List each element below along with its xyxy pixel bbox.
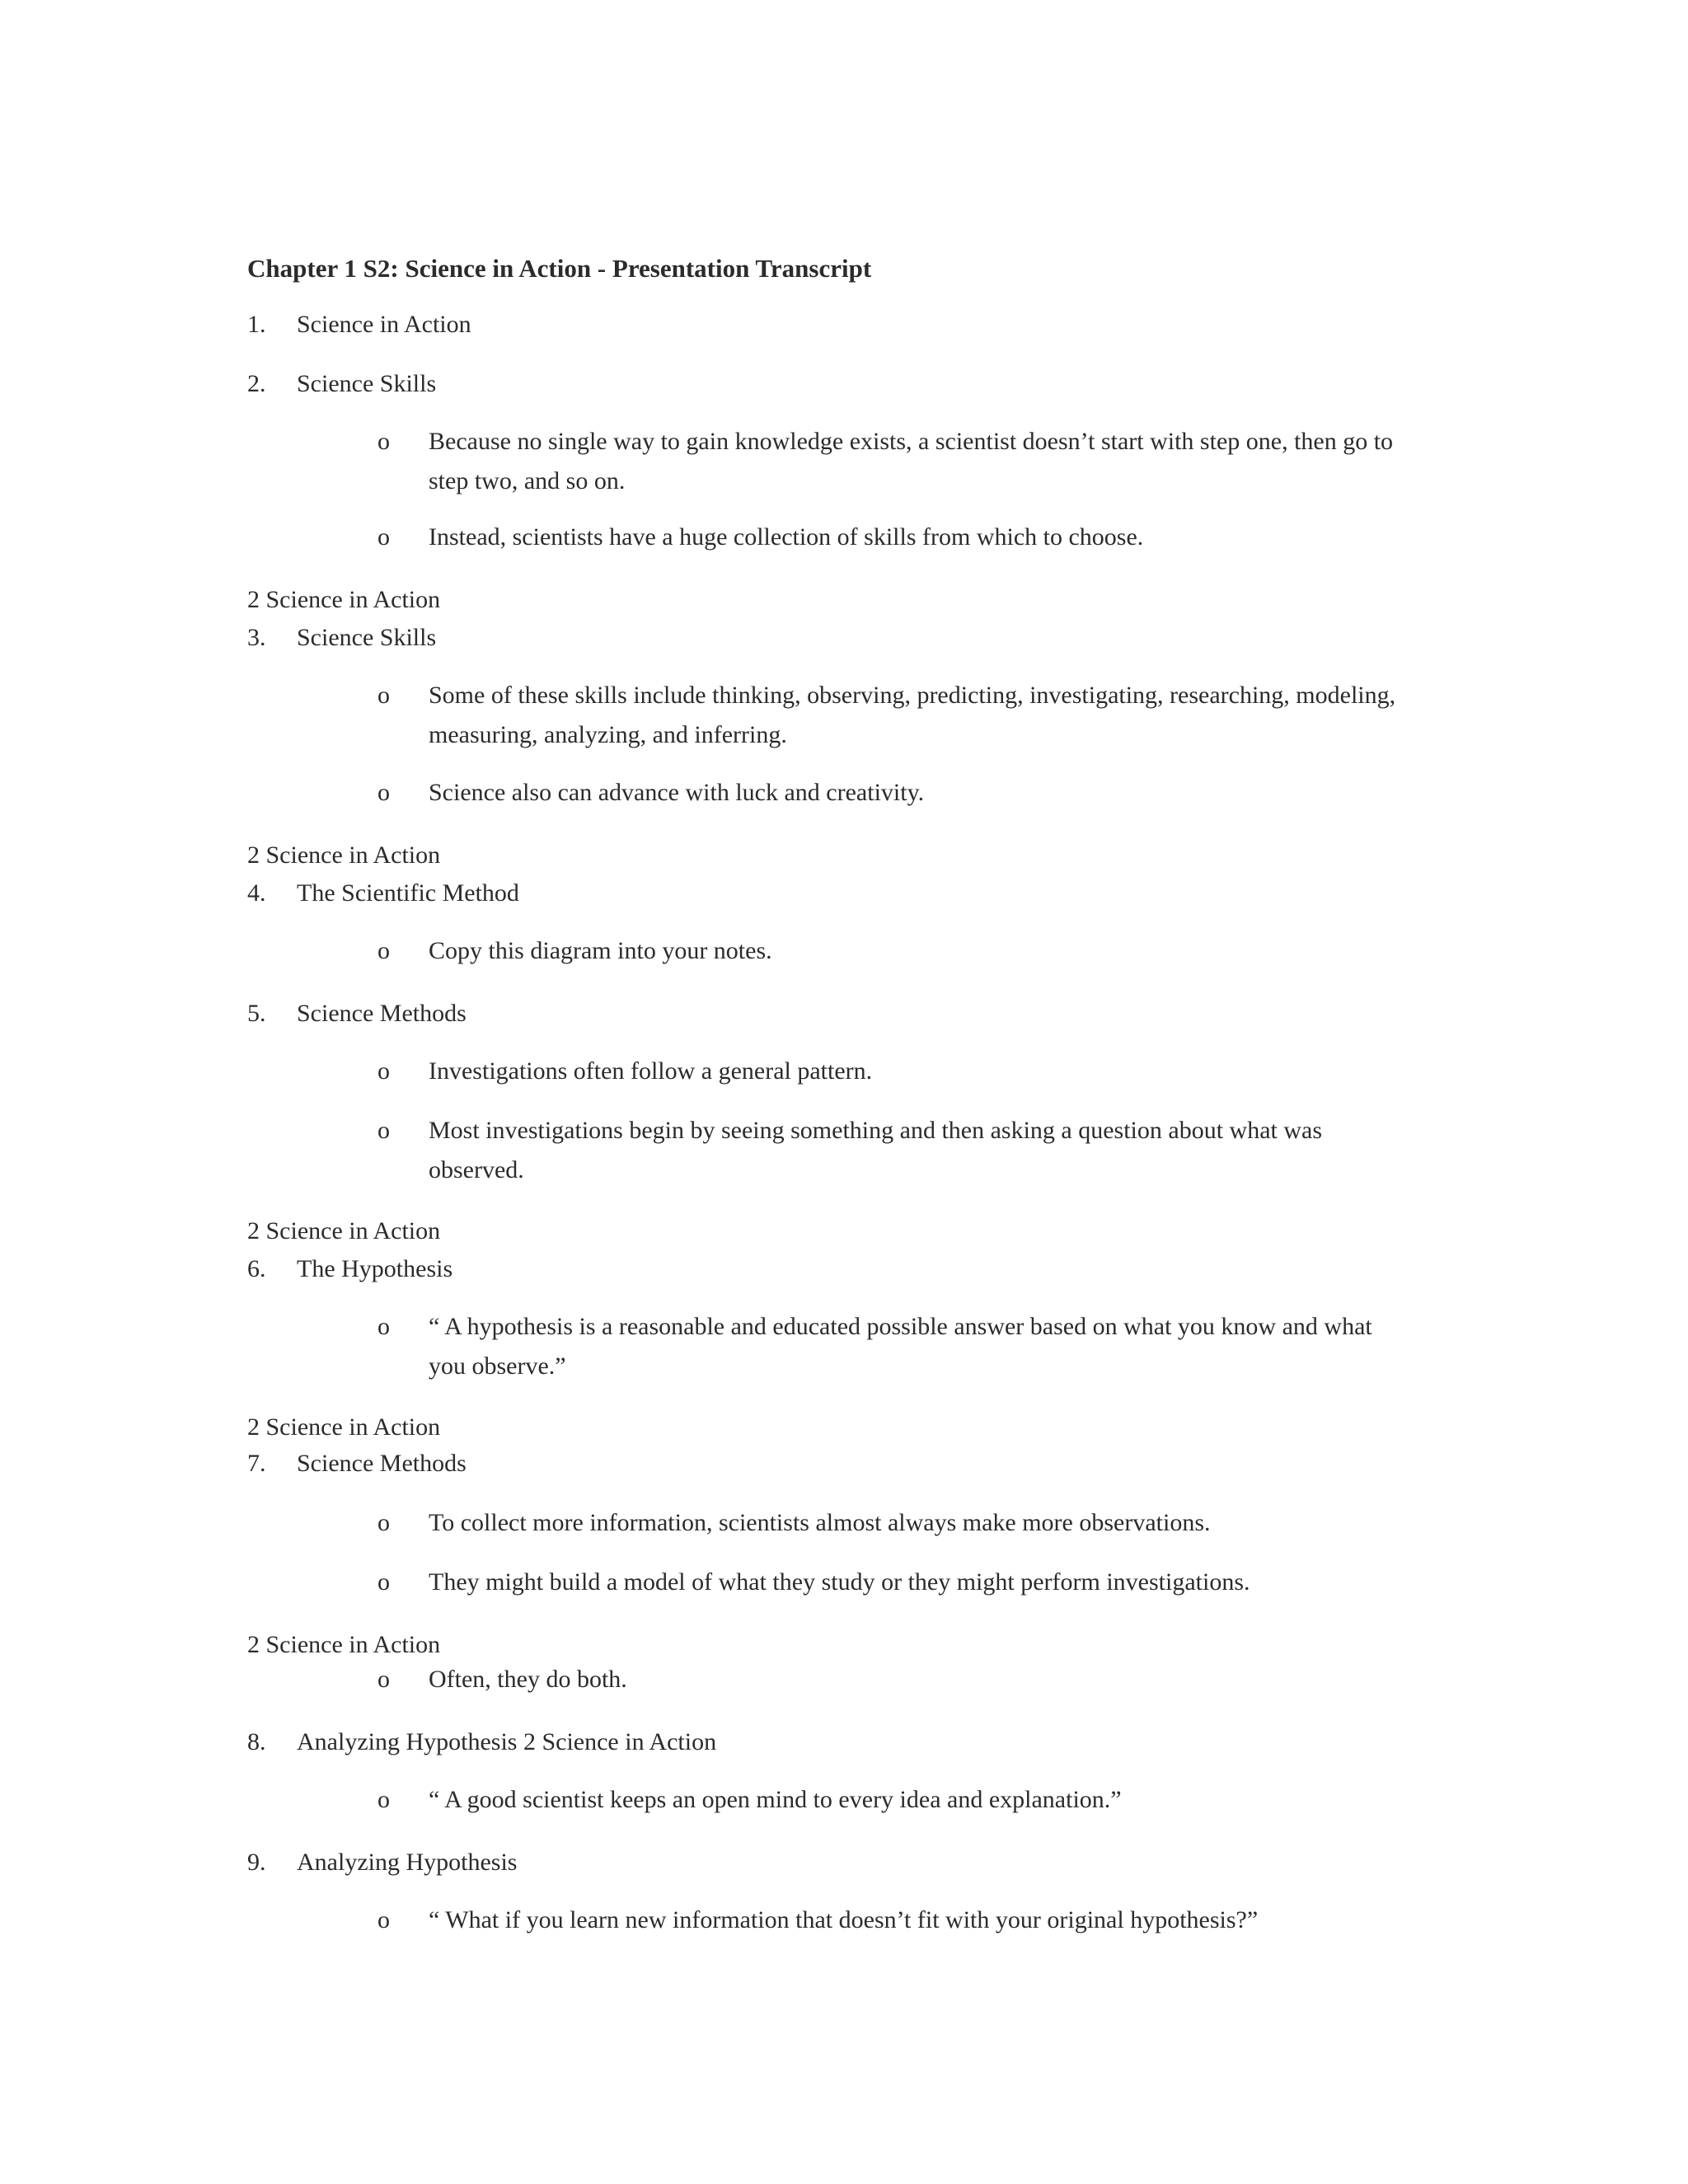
bullet-marker: o — [377, 523, 390, 551]
section-footer: 2 Science in Action — [247, 841, 441, 869]
item-number: 4. — [247, 879, 266, 907]
bullet-marker: o — [377, 428, 390, 455]
bullet-text: Some of these skills include thinking, observing, predicting, investigating, researching, modeling, measuring, analyzing, and inferring. — [429, 682, 1396, 748]
bullet-text: To collect more information, scientists almost always make more observations. — [429, 1509, 1211, 1536]
bullet-marker: o — [377, 1666, 390, 1693]
bullet-text: “ A good scientist keeps an open mind to every idea and explanation.” — [429, 1786, 1122, 1813]
bullet-text: Most investigations begin by seeing something and then asking a question about what was observed. — [429, 1117, 1323, 1183]
item-number: 1. — [247, 311, 266, 338]
item-heading: Science Methods — [297, 1450, 467, 1477]
item-number: 7. — [247, 1450, 266, 1477]
item-heading: The Scientific Method — [297, 879, 519, 907]
bullet-marker: o — [377, 1509, 390, 1536]
bullet-marker: o — [377, 1786, 390, 1813]
item-heading: Analyzing Hypothesis — [297, 1849, 518, 1876]
bullet-text: “ What if you learn new information that doesn’t fit with your original hypothesis?” — [429, 1906, 1259, 1933]
document-title: Chapter 1 S2: Science in Action - Presentation Transcript — [247, 254, 872, 283]
bullet-marker: o — [377, 1906, 390, 1933]
item-heading: Science Methods — [297, 1000, 467, 1027]
bullet-text: Because no single way to gain knowledge exists, a scientist doesn’t start with step one, then go to step two, and so on. — [429, 428, 1394, 494]
item-heading: Science Skills — [297, 370, 437, 397]
section-footer: 2 Science in Action — [247, 1631, 441, 1658]
item-heading: The Hypothesis — [297, 1255, 453, 1282]
bullet-text: “ A hypothesis is a reasonable and educated possible answer based on what you know and what you observe.” — [429, 1313, 1372, 1380]
bullet-text: They might build a model of what they study or they might perform investigations. — [429, 1568, 1250, 1596]
item-heading: Science in Action — [297, 311, 471, 338]
bullet-marker: o — [377, 779, 390, 806]
bullet-marker: o — [377, 1117, 390, 1144]
bullet-marker: o — [377, 1568, 390, 1596]
bullet-text: Instead, scientists have a huge collection of skills from which to choose. — [429, 523, 1144, 551]
item-number: 6. — [247, 1255, 266, 1282]
item-heading: Science Skills — [297, 624, 437, 651]
item-number: 3. — [247, 624, 266, 651]
item-number: 2. — [247, 370, 266, 397]
item-number: 8. — [247, 1728, 266, 1755]
bullet-marker: o — [377, 1057, 390, 1085]
bullet-text: Science also can advance with luck and creativity. — [429, 779, 925, 806]
item-number: 5. — [247, 1000, 266, 1027]
item-number: 9. — [247, 1849, 266, 1876]
bullet-marker: o — [377, 682, 390, 709]
section-footer: 2 Science in Action — [247, 586, 441, 613]
bullet-text: Investigations often follow a general pattern. — [429, 1057, 873, 1085]
section-footer: 2 Science in Action — [247, 1413, 441, 1441]
bullet-marker: o — [377, 1313, 390, 1340]
item-heading: Analyzing Hypothesis 2 Science in Action — [297, 1728, 717, 1755]
bullet-text: Copy this diagram into your notes. — [429, 937, 772, 964]
section-footer: 2 Science in Action — [247, 1217, 441, 1244]
bullet-marker: o — [377, 937, 390, 964]
bullet-text: Often, they do both. — [429, 1666, 627, 1693]
